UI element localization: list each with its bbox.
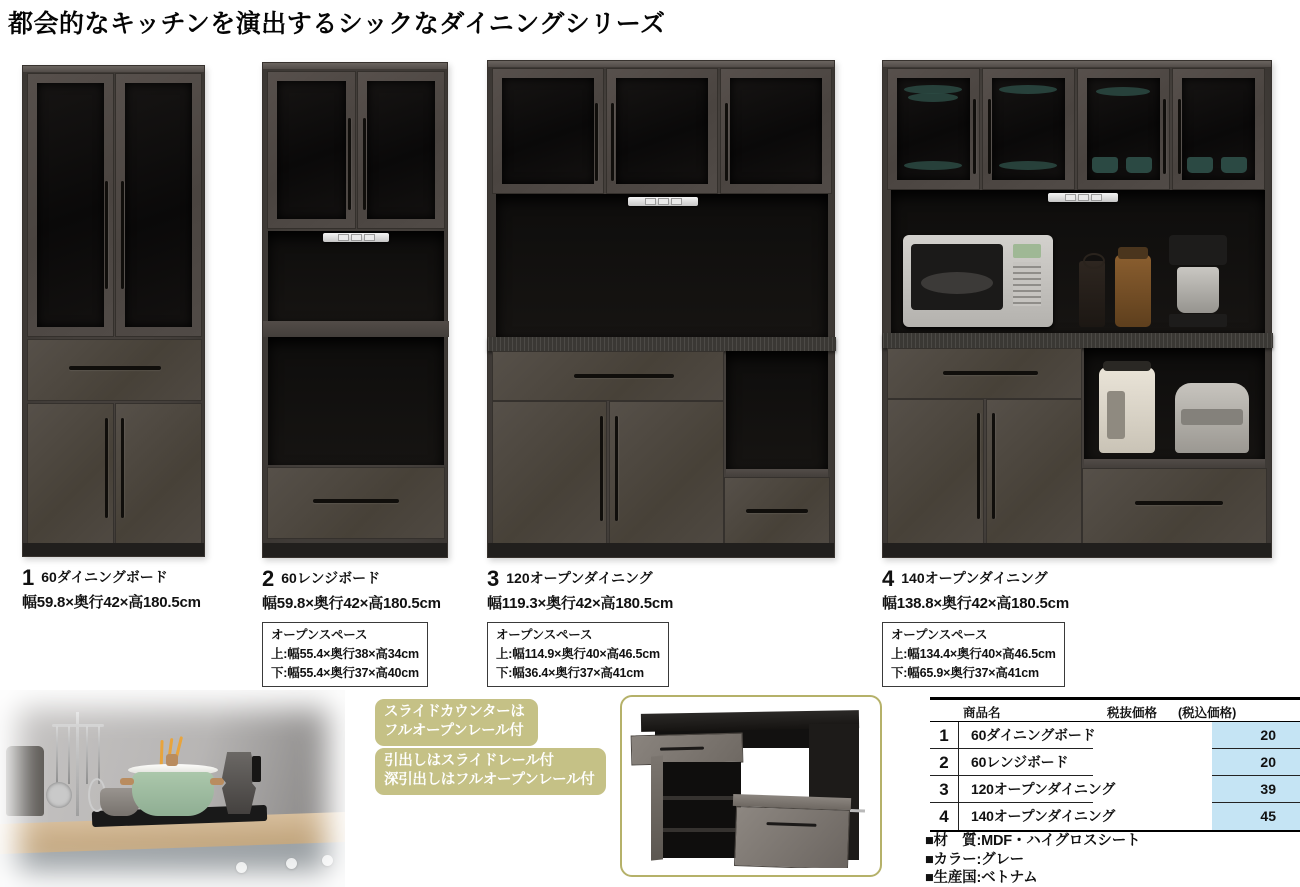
open-space-title: オープンスペース (891, 628, 988, 642)
power-outlet (1048, 193, 1118, 202)
drawer-handle (574, 374, 674, 378)
cabinet-base (883, 543, 1271, 557)
page-title: 都会的なキッチンを演出するシックなダイニングシリーズ (8, 10, 666, 38)
drawer-handle (943, 371, 1038, 375)
open-drawer (631, 733, 744, 766)
microwave-buttons (1013, 262, 1041, 306)
plate (999, 161, 1057, 170)
table-row (930, 776, 1300, 803)
plate (908, 93, 958, 102)
callout-drawer-rails (375, 748, 606, 795)
product-2 (262, 62, 448, 687)
cabinet-door (986, 399, 1082, 545)
cabinet-shelf (663, 796, 741, 800)
glass-pane (616, 78, 708, 184)
open-space-spec-box (882, 622, 1065, 687)
cabinet-shelf (663, 828, 741, 832)
cabinet-top-edge (883, 61, 1271, 67)
cabinet-top-edge (263, 63, 447, 69)
plate (999, 85, 1057, 94)
counter-top (883, 333, 1273, 348)
glass-door (1172, 68, 1265, 190)
storage-jar (1115, 255, 1151, 327)
cabinet-door (887, 399, 984, 545)
product-number: 3 (487, 566, 500, 592)
price-table-header (930, 697, 1300, 722)
product-photo-4 (882, 60, 1272, 558)
open-space-spec-box (487, 622, 669, 687)
open-space-lower-spec: 下:幅36.4×奥行37×高41cm (496, 665, 644, 680)
microwave (903, 235, 1053, 327)
callout-line: 引出しはスライドレール付 (384, 753, 554, 769)
product-4 (882, 60, 1272, 687)
open-space-title: オープンスペース (271, 628, 368, 642)
cabinet-base (488, 543, 834, 557)
glass-pane (502, 78, 594, 184)
thermo-pot-panel (1107, 391, 1125, 439)
door-handle (973, 99, 976, 174)
cabinet-top-edge (488, 61, 834, 67)
drawer-handle (746, 509, 808, 513)
product-name: 60ダイニングボード (41, 569, 168, 585)
open-space-upper-spec: 上:幅134.4×奥行40×高46.5cm (891, 646, 1056, 661)
door-handle (992, 413, 995, 519)
product-dimensions: 幅59.8×奥行42×高180.5cm (22, 594, 201, 611)
price-table-body (930, 722, 1300, 832)
col-header-price-inc-tax: (税込価格) (1178, 706, 1237, 720)
coffee-maker (1169, 235, 1227, 327)
door-handle (121, 181, 124, 289)
table-row (930, 803, 1300, 832)
open-counter-space (496, 194, 828, 337)
cabinet-door (115, 403, 202, 544)
door-handle (725, 103, 728, 181)
coffee-carafe (1177, 267, 1219, 313)
microwave-display (1013, 244, 1041, 258)
col-header-price-ex-tax: 税抜価格 (1107, 706, 1158, 720)
glass-door (27, 73, 114, 337)
detail-photo-scene (629, 704, 873, 868)
product-dimensions: 幅119.3×奥行42×高180.5cm (487, 595, 674, 612)
glass-door (720, 68, 832, 194)
door-handle (615, 416, 618, 521)
open-space-lower-spec: 下:幅55.4×奥行37×高40cm (271, 665, 419, 680)
spec-material: ■材 質:MDF・ハイグロスシート (925, 833, 1141, 849)
glass-pane (125, 83, 192, 327)
lifestyle-photo (0, 690, 345, 887)
product-photo-1 (22, 65, 205, 557)
microwave-plate (921, 272, 993, 294)
counter-top (488, 337, 836, 351)
product-photo-2 (262, 62, 448, 558)
row-product-name: 120オープンダイニング (971, 781, 1116, 797)
glass-pane (37, 83, 104, 327)
coffee-maker-base (1169, 314, 1227, 327)
microwave-panel (1009, 244, 1045, 318)
door-handle (363, 118, 366, 210)
drawer-handle (660, 747, 704, 751)
glass-pane (277, 81, 346, 219)
door-handle (600, 416, 603, 521)
table-row (930, 749, 1300, 776)
row-price: 45 (1212, 803, 1300, 830)
open-space-upper-spec: 上:幅55.4×奥行38×高34cm (271, 646, 419, 661)
door-handle (595, 103, 598, 181)
callout-line: スライドカウンターは (384, 704, 525, 720)
cabinet-base (263, 543, 447, 557)
row-number: 2 (930, 749, 959, 776)
open-space-lower-spec: 下:幅65.9×奥行37×高41cm (891, 665, 1039, 680)
row-price: 39 (1212, 776, 1300, 803)
product-name: 120オープンダイニング (506, 570, 653, 586)
slide-counter (1084, 459, 1265, 468)
open-space-spec-box (262, 622, 428, 687)
plate (1096, 87, 1150, 96)
open-space-upper (268, 231, 444, 321)
product-number: 2 (262, 566, 275, 592)
col-header-product-name: 商品名 (963, 706, 1001, 720)
door-handle (1163, 99, 1166, 174)
glass-door (115, 73, 202, 337)
row-number: 1 (930, 722, 959, 749)
spec-color: ■カラー:グレー (925, 851, 1024, 868)
rice-cooker-panel (1181, 409, 1243, 425)
coffee-grinder (1079, 261, 1105, 327)
open-door (651, 755, 663, 860)
product-3 (487, 60, 835, 687)
door-handle (348, 118, 351, 210)
glass-door (492, 68, 604, 194)
slide-counter (726, 469, 828, 477)
spec-country: ■生産国:ベトナム (925, 870, 1038, 887)
open-space-lower (268, 337, 444, 465)
open-space-title: オープンスペース (496, 628, 593, 642)
row-number: 3 (930, 776, 959, 803)
thermo-pot-lid (1103, 361, 1151, 371)
power-outlet (323, 233, 389, 242)
open-cabinet-interior (663, 762, 741, 858)
microwave-window (911, 244, 1003, 310)
cabinet-top-edge (23, 66, 204, 72)
cup (1187, 157, 1213, 173)
coffee-maker-top (1169, 235, 1227, 265)
photo-vignette (0, 690, 345, 887)
table-row (930, 722, 1300, 749)
middle-shelf (263, 321, 449, 337)
glass-pane (730, 78, 822, 184)
door-handle (1178, 99, 1181, 174)
drawer-front (267, 467, 445, 539)
row-product-name: 60ダイニングボード (971, 727, 1096, 743)
cup (1126, 157, 1152, 173)
open-appliance-space (726, 351, 828, 469)
door-handle (611, 103, 614, 181)
cabinet-door (492, 401, 607, 545)
product-name: 60レンジボード (281, 570, 381, 586)
thermo-pot (1099, 367, 1155, 453)
row-price: 20 (1212, 722, 1300, 749)
callout-line: 深引出しはフルオープンレール付 (384, 771, 595, 788)
door-handle (105, 181, 108, 289)
plate (904, 161, 962, 170)
drawer-handle (313, 499, 399, 503)
cup (1221, 157, 1247, 173)
glass-door (357, 71, 445, 229)
jar-lid (1118, 247, 1148, 259)
product-number: 1 (22, 565, 35, 591)
product-name: 140オープンダイニング (901, 570, 1048, 586)
drawer-handle (766, 822, 816, 827)
drawer-front (27, 339, 202, 401)
cabinet-base (23, 543, 204, 556)
drawer-handle (69, 366, 161, 370)
door-handle (105, 418, 108, 518)
callout-line: フルオープンレール付 (384, 722, 524, 739)
spec-notes (925, 832, 1140, 887)
product-1-label (22, 565, 205, 591)
cabinet-door (609, 401, 724, 545)
product-1 (22, 65, 205, 612)
glass-door (267, 71, 356, 229)
product-photo-3 (487, 60, 835, 558)
product-dimensions: 幅59.8×奥行42×高180.5cm (262, 595, 441, 612)
product-2-label (262, 566, 448, 592)
row-number: 4 (930, 803, 959, 830)
glass-door (887, 68, 980, 190)
detail-photo (620, 695, 882, 877)
row-price: 20 (1212, 749, 1300, 776)
deep-drawer-front (1082, 468, 1267, 545)
cup (1092, 157, 1118, 173)
callout-slide-counter (375, 699, 538, 746)
grinder-crank (1083, 253, 1105, 269)
glass-pane (367, 81, 435, 219)
product-dimensions: 幅138.8×奥行42×高180.5cm (882, 595, 1069, 612)
deep-drawer-extended (734, 806, 850, 868)
cabinet-door (27, 403, 114, 544)
door-handle (977, 413, 980, 519)
power-outlet (628, 197, 698, 206)
door-handle (121, 418, 124, 518)
glass-door (606, 68, 718, 194)
product-3-label (487, 566, 835, 592)
door-handle (988, 99, 991, 174)
product-4-label (882, 566, 1272, 592)
row-product-name: 140オープンダイニング (971, 808, 1116, 824)
rice-cooker (1175, 383, 1249, 453)
price-table (930, 697, 1300, 832)
glass-door (982, 68, 1075, 190)
open-space-upper-spec: 上:幅114.9×奥行40×高46.5cm (496, 646, 660, 661)
drawer-handle (1135, 501, 1223, 505)
product-number: 4 (882, 566, 895, 592)
row-product-name: 60レンジボード (971, 754, 1069, 770)
glass-door (1077, 68, 1170, 190)
